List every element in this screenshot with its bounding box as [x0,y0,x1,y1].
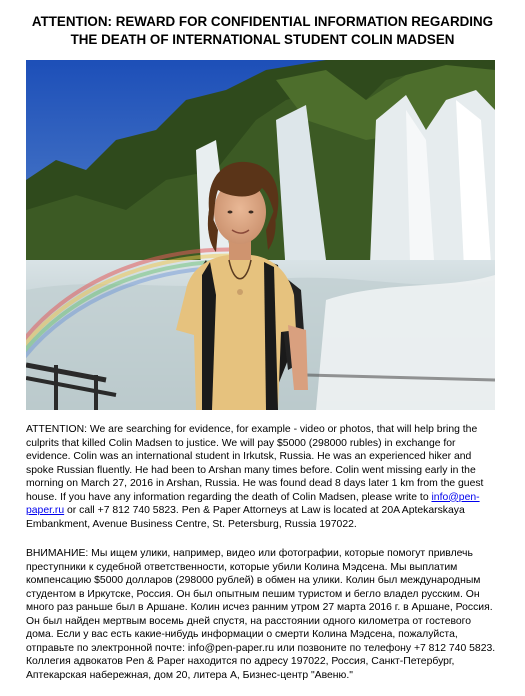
english-notice-text: ATTENTION: We are searching for evidence, for example - video or photos, that will help bring the culprits that killed Colin Madsen to justice. We will pay $5000 (298000 rubles) in exchange for evidence. Colin was an international student in Irkutsk, Russia. He was an experienced hiker and spoke Russian fluently. He had been to Arshan many times before. Colin went missing early in the morning on March 27, 2016 in Arshan, Russia. He was found dead 8 days later 1 km from the guest house. If you have any information regarding the death of Colin Madsen, please write to [26,424,484,503]
english-notice [26,423,500,531]
english-notice-contact: or call +7 812 740 5823. Pen & Paper Attorneys at Law is located at 20A Aptekarskaya Embankment, Avenue Business Centre, St. Petersburg, Russia 197022. [26,505,465,530]
email-link[interactable]: info@pen-paper.ru [26,491,480,516]
colin-madsen-photo [26,60,495,410]
russian-notice: ВНИМАНИЕ: Мы ищем улики, например, видео или фотографии, которые помогут привлечь преступники к судебной ответственности, которые убили Колина Мэдсена. Мы выплатим компенсацию $5000 долларов (298000 рублей) в обмен на улики. Колин был международным студентом в Иркутске, Россия. Он был опытным пешим туристом и бегло владел русским. Он много раз раньше был в Аршане. Колин исчез ранним утром 27 марта 2016 г. в Аршане, Россия. Он был найден мертвым восемь дней спустя, на расстоянии одного километра от гостевого дома. Если у вас есть какие-нибудь информации о смерти Колина Мэдсена, пожалуйста, отправьте по электронной почте: info@pen-paper.ru или позвоните по телефону +7 812 740 5823. Коллегия адвокатов Pen & Paper находится по адресу 197022, Россия, Санкт-Петербург, Аптекарская набережная, дом 20, литера А, Бизнес-центр "Авеню." [26,548,496,681]
page-title: ATTENTION: REWARD FOR CONFIDENTIAL INFORMATION REGARDING THE DEATH OF INTERNATIONAL STUDENT COLIN MADSEN [31,14,494,47]
